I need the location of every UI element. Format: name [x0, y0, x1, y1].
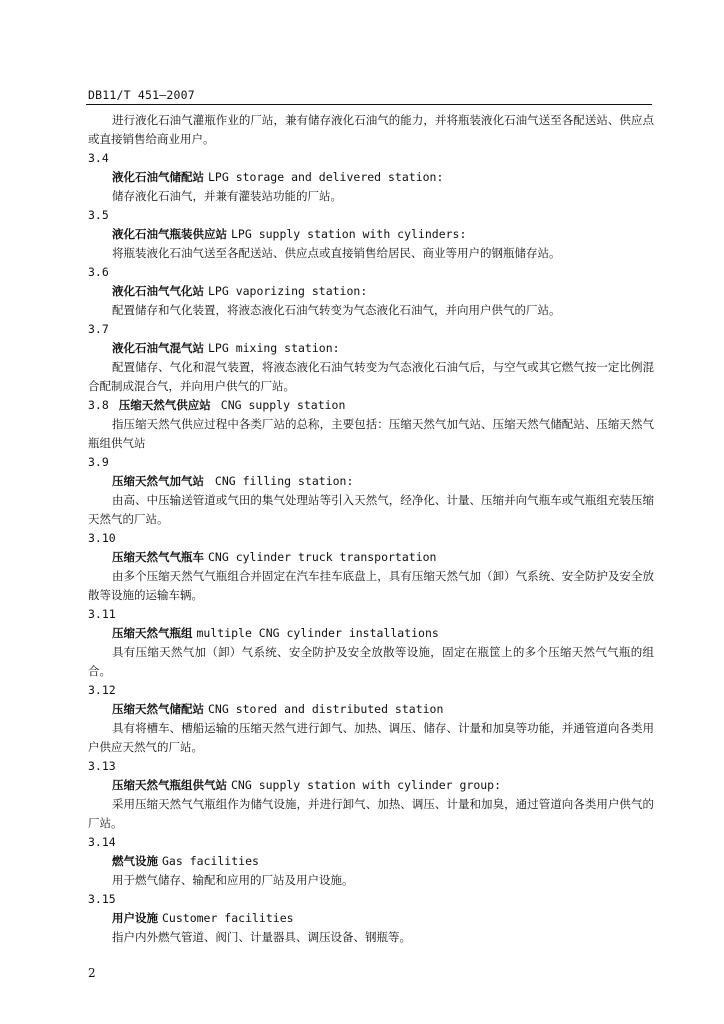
term-entry — [88, 206, 654, 263]
term-name-zh: 压缩天然气瓶组 — [112, 626, 193, 640]
term-number: 3.8 — [88, 398, 109, 412]
term-entry — [88, 757, 654, 833]
term-name-zh: 压缩天然气气瓶车 — [112, 550, 204, 564]
term-name-zh: 用户设施 — [112, 911, 158, 925]
term-number: 3.6 — [88, 265, 109, 279]
term-name-zh: 压缩天然气加气站 — [112, 474, 204, 488]
term-entry — [88, 453, 654, 529]
term-definition: 配置储存和气化装置，将液态液化石油气转变为气态液化石油气，并向用户供气的厂站。 — [112, 303, 561, 317]
term-heading — [88, 225, 654, 244]
term-number: 3.4 — [88, 151, 109, 165]
term-number: 3.11 — [88, 607, 116, 621]
term-definition: 储存液化石油气，并兼有灌装站功能的厂站。 — [112, 189, 342, 203]
term-heading — [88, 852, 654, 871]
term-name-en: LPG supply station with cylinders: — [231, 227, 467, 241]
term-number: 3.5 — [88, 208, 109, 222]
term-name-en: CNG cylinder truck transportation — [208, 550, 437, 564]
term-name-zh: 压缩天然气瓶组供气站 — [112, 778, 227, 792]
term-list — [88, 149, 654, 947]
term-heading — [88, 548, 654, 567]
term-entry — [88, 681, 654, 757]
standard-number: DB11/T 451—2007 — [88, 88, 195, 102]
term-name-en: LPG mixing station: — [208, 341, 340, 355]
intro-paragraph: 进行液化石油气灌瓶作业的厂站，兼有储存液化石油气的能力，并将瓶装液化石油气送至各配送站、供应点或直接销售给商业用户。 — [88, 113, 654, 146]
term-entry — [88, 529, 654, 605]
term-definition: 采用压缩天然气气瓶组作为储气设施，并进行卸气、加热、调压、计量和加臭，通过管道向各类用户供气的厂站。 — [88, 797, 654, 830]
term-name-zh: 压缩天然气供应站 — [118, 398, 211, 412]
term-heading — [88, 909, 654, 928]
term-definition: 由多个压缩天然气气瓶组合并固定在汽车挂车底盘上，具有压缩天然气加（卸）气系统、安全防护及安全放散等设施的运输车辆。 — [88, 569, 654, 602]
term-name-en: CNG stored and distributed station — [208, 702, 444, 716]
term-name-zh: 液化石油气混气站 — [112, 341, 204, 355]
term-name-en: Customer facilities — [162, 911, 294, 925]
term-name-en: LPG storage and delivered station: — [208, 170, 444, 184]
term-definition: 将瓶装液化石油气送至各配送站、供应点或直接销售给居民、商业等用户的钢瓶储存站。 — [112, 246, 561, 260]
document-body — [88, 111, 654, 947]
term-name-en: Gas facilities — [162, 854, 259, 868]
term-definition: 具有将槽车、槽船运输的压缩天然气进行卸气、加热、调压、储存、计量和加臭等功能，并通管道向各类用户供应天然气的厂站。 — [88, 721, 654, 754]
term-definition: 指压缩天然气供应过程中各类厂站的总称，主要包括：压缩天然气加气站、压缩天然气储配站、压缩天然气瓶组供气站 — [88, 417, 654, 450]
term-entry — [88, 263, 654, 320]
term-number: 3.14 — [88, 835, 116, 849]
term-definition: 由高、中压输送管道或气田的集气处理站等引入天然气，经净化、计量、压缩并向气瓶车或气瓶组充装压缩天然气的厂站。 — [88, 493, 654, 526]
term-entry — [88, 396, 654, 453]
term-entry — [88, 890, 654, 947]
term-entry — [88, 605, 654, 681]
term-name-zh: 液化石油气瓶装供应站 — [112, 227, 227, 241]
term-name-en: CNG supply station with cylinder group: — [231, 778, 502, 792]
term-heading — [88, 339, 654, 358]
term-number: 3.13 — [88, 759, 116, 773]
term-heading — [88, 472, 654, 491]
term-entry — [88, 833, 654, 890]
term-number: 3.7 — [88, 322, 109, 336]
term-name-en: CNG supply station — [220, 398, 346, 412]
term-entry — [88, 149, 654, 206]
term-definition: 具有压缩天然气加（卸）气系统、安全防护及安全放散等设施，固定在瓶筐上的多个压缩天然气气瓶的组合。 — [88, 645, 654, 678]
term-name-en: multiple CNG cylinder installations — [196, 626, 439, 640]
term-definition: 配置储存、气化和混气装置，将液态液化石油气转变为气态液化石油气后，与空气或其它燃气按一定比例混合配制成混合气，并向用户供气的厂站。 — [88, 360, 654, 393]
term-heading — [88, 168, 654, 187]
term-name-zh: 液化石油气气化站 — [112, 284, 204, 298]
header-rule — [86, 104, 652, 105]
term-heading — [88, 282, 654, 301]
term-entry — [88, 320, 654, 396]
term-number: 3.10 — [88, 531, 116, 545]
term-heading — [88, 700, 654, 719]
term-definition: 用于燃气储存、输配和应用的厂站及用户设施。 — [112, 873, 354, 887]
term-heading — [88, 624, 654, 643]
term-name-en: LPG vaporizing station: — [208, 284, 368, 298]
term-number: 3.12 — [88, 683, 116, 697]
term-heading — [88, 776, 654, 795]
term-heading — [88, 396, 654, 415]
term-name-zh: 压缩天然气储配站 — [112, 702, 204, 716]
term-number: 3.9 — [88, 455, 109, 469]
term-number: 3.15 — [88, 892, 116, 906]
term-name-zh: 液化石油气储配站 — [112, 170, 204, 184]
page-number: 2 — [88, 966, 96, 980]
term-definition: 指户内外燃气管道、阀门、计量器具、调压设备、钢瓶等。 — [112, 930, 411, 944]
term-name-en: CNG filling station: — [208, 474, 354, 488]
term-name-zh: 燃气设施 — [112, 854, 158, 868]
